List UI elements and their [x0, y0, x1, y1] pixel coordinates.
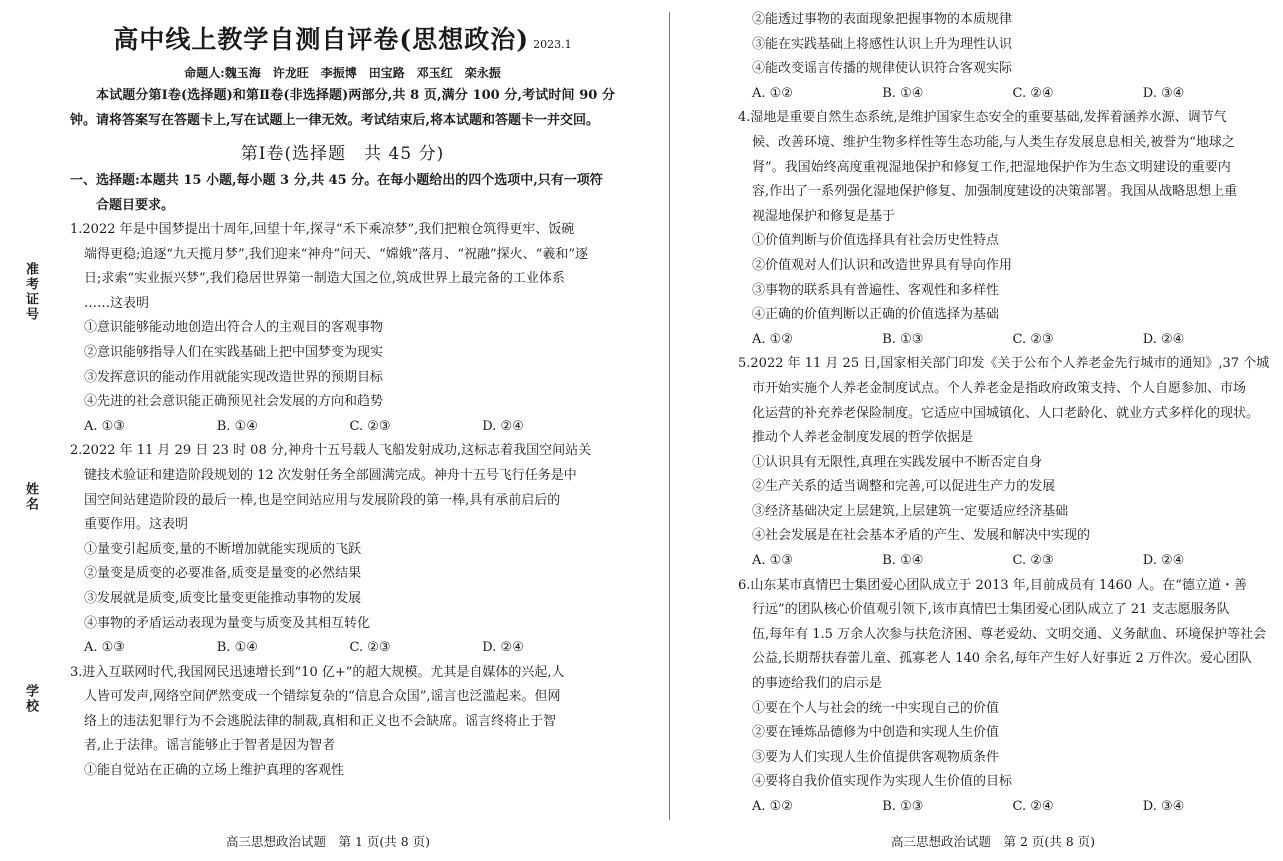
question-stem-cont: 伍,每年有 1.5 万余人次参与扶危济困、尊老爱幼、文明交通、义务献血、环境保护等社会	[752, 626, 1267, 642]
name-label: 姓名	[23, 482, 38, 512]
exam-number-label: 准考证号	[23, 262, 38, 322]
section-title: 第Ⅰ卷(选择题 共 45 分)	[240, 144, 445, 164]
option-line: ①认识具有无限性,真理在实践发展中不断否定自身	[752, 454, 1043, 470]
exam-year: 2023.1	[533, 38, 572, 51]
option-line: ②量变是质变的必要准备,质变是量变的必然结果	[84, 566, 362, 582]
title-text: 高中线上教学自测自评卷(思想政治)	[113, 25, 530, 54]
left-content	[70, 22, 615, 784]
option-line: ①量变引起质变,量的不断增加就能实现质的飞跃	[84, 541, 362, 557]
question-block	[70, 439, 615, 660]
answer-choice: B. ①④	[882, 85, 924, 101]
question-stem-cont: 容,作出了一系列强化湿地保护修复、加强制度建设的决策部署。我国从战略思想上重	[752, 184, 1238, 200]
answer-choice: A. ①③	[84, 418, 125, 434]
answer-choice: B. ①④	[882, 553, 924, 569]
answer-choice: B. ①④	[216, 640, 258, 656]
left-page	[0, 0, 640, 861]
answer-choice: A. ①②	[752, 85, 793, 101]
right-question-list	[738, 106, 1273, 819]
answer-choices	[738, 328, 1273, 353]
option-line: ①意识能够能动地创造出符合人的主观目的客观事物	[84, 320, 384, 336]
question-stem-cont: 视湿地保护和修复是基于	[752, 208, 896, 224]
question-stem: 2.2022 年 11 月 29 日 23 时 08 分,神舟十五号载人飞船发射成功,这标志着我国空间站关	[70, 443, 592, 459]
option-line: ④社会发展是在社会基本矛盾的产生、发展和解决中实现的	[752, 528, 1091, 544]
question-stem-cont: 人皆可发声,网络空间俨然变成一个错综复杂的“信息合众国”,谣言也泛滥起来。但网	[84, 689, 561, 705]
option-line: ④要将自我价值实现作为实现人生价值的目标	[752, 774, 1013, 790]
answer-choices	[738, 549, 1273, 574]
answer-choice: A. ①②	[752, 331, 793, 347]
option-line: ②价值观对人们认识和改造世界具有导向作用	[752, 257, 1013, 273]
section-intro: 一、选择题:本题共 15 小题,每小题 3 分,共 45 分。在每小题给出的四个选项中,只有一项符合题目要求。	[70, 173, 603, 213]
school-label: 学校	[23, 684, 38, 714]
question-stem-cont: 候、改善环境、维护生物多样性等生态功能,与人类生存发展息息相关,被誉为“地球之	[752, 134, 1235, 150]
answer-choices	[738, 82, 1273, 107]
answer-choice: B. ①③	[882, 331, 924, 347]
question-3-continued	[738, 8, 1273, 106]
answer-choice: A. ①②	[752, 799, 793, 814]
question-stem: 3.进入互联网时代,我国网民迅速增长到“10 亿+”的超大规模。尤其是自媒体的兴起,人	[70, 664, 565, 680]
question-stem-cont: 日;求索“实业振兴梦”,我们稳居世界第一制造大国之位,筑成世界上最完备的工业体系	[84, 271, 565, 287]
question-block	[738, 352, 1273, 573]
question-stem: 1.2022 年是中国梦提出十周年,回望十年,探寻“禾下乘凉梦”,我们把粮仓筑得更牢、饭碗	[70, 222, 575, 237]
answer-choice: D. ②④	[482, 640, 524, 656]
option-line: ①价值判断与价值选择具有社会历史性特点	[752, 233, 1000, 249]
answer-choice: C. ②③	[349, 418, 391, 434]
option-line: ④正确的价值判断以正确的价值选择为基础	[752, 307, 1000, 323]
answer-choice: D. ③④	[1142, 85, 1185, 101]
option-line: ④事物的矛盾运动表现为量变与质变及其相互转化	[84, 615, 371, 631]
option-line: ①能自觉站在正确的立场上维护真理的客观性	[84, 763, 345, 779]
question-stem-cont: 络上的违法犯罪行为不会逃脱法律的制裁,真相和正义也不会缺席。谣言终将止于智	[84, 713, 557, 729]
answer-choice: C. ②③	[1012, 331, 1054, 347]
authors-line: 命题人:魏玉海 许龙旺 李振博 田宝路 邓玉红 栾永振	[184, 66, 501, 80]
option-line: ①要在个人与社会的统一中实现自己的价值	[752, 700, 1000, 716]
right-content	[738, 8, 1273, 820]
exam-title	[70, 22, 615, 58]
right-page	[668, 0, 1283, 861]
page-footer-right: 高三思想政治试题 第 2 页(共 8 页)	[891, 834, 1096, 849]
answer-choice: C. ②④	[1012, 85, 1054, 101]
option-line: ③经济基础决定上层建筑,上层建筑一定要适应经济基础	[752, 503, 1069, 519]
answer-choice: C. ②④	[1012, 799, 1054, 814]
question-stem-cont: 国空间站建造阶段的最后一棒,也是空间站应用与发展阶段的第一棒,具有承前启后的	[84, 492, 561, 508]
instructions: 本试题分第Ⅰ卷(选择题)和第Ⅱ卷(非选择题)两部分,共 8 页,满分 100 分,考试时间 90 分钟。请将答案写在答题卡上,写在试题上一律无效。考试结束后,将本试题和答题卡一并交回。	[70, 88, 615, 128]
answer-choice: C. ②③	[349, 640, 391, 656]
option-line: ③能在实践基础上将感性认识上升为理性认识	[752, 36, 1013, 52]
question-stem-cont: 的事迹给我们的启示是	[752, 676, 883, 692]
question-stem-cont: 键技术验证和建造阶段规划的 12 次发射任务全部圆满完成。神舟十五号飞行任务是中	[84, 467, 577, 483]
answer-choice: C. ②③	[1012, 553, 1054, 569]
option-line: ③发展就是质变,质变比量变更能推动事物的发展	[84, 590, 362, 606]
answer-choice: D. ②④	[1142, 553, 1185, 569]
answer-choice: D. ③④	[1142, 799, 1185, 814]
page-footer-left: 高三思想政治试题 第 1 页(共 8 页)	[226, 834, 431, 849]
left-question-list	[70, 218, 615, 784]
option-line: ③事物的联系具有普遍性、客观性和多样性	[752, 282, 1000, 298]
question-block	[70, 218, 615, 439]
question-stem-cont: 行远”的团队核心价值观引领下,该市真情巴士集团爱心团队成立了 21 支志愿服务队	[752, 602, 1230, 618]
question-stem-cont: 肾”。我国始终高度重视湿地保护和修复工作,把湿地保护作为生态文明建设的重要内	[752, 159, 1231, 175]
question-block	[738, 574, 1273, 820]
question-stem-cont: 化运营的补充养老保险制度。它适应中国城镇化、人口老龄化、就业方式多样化的现状。	[752, 405, 1260, 421]
answer-choices	[70, 636, 615, 661]
question-stem: 5.2022 年 11 月 25 日,国家相关部门印发《关于公布个人养老金先行城市的通知》,37 个城	[738, 356, 1270, 372]
answer-choice: A. ①③	[752, 553, 793, 569]
option-line: ④能改变谣言传播的规律使认识符合客观实际	[752, 61, 1013, 77]
option-line: ②要在锤炼品德修为中创造和实现人生价值	[752, 725, 1000, 741]
option-line: ③发挥意识的能动作用就能实现改造世界的预期目标	[84, 369, 384, 385]
option-line: ③要为人们实现人生价值提供客观物质条件	[752, 749, 1000, 765]
question-block	[738, 106, 1273, 352]
question-stem-cont: 端得更稳;追逐“九天揽月梦”,我们迎来“神舟”问天、“嫦娥”落月、“祝融”探火、“羲和”逐	[84, 246, 588, 262]
question-stem-cont: 公益,长期帮扶春蕾儿童、孤寡老人 140 余名,每年产生好人好事近 2 万件次。爱心团队	[752, 651, 1252, 667]
answer-choice: B. ①③	[882, 799, 924, 814]
answer-choice: D. ②④	[1142, 331, 1185, 347]
answer-choices	[738, 795, 1273, 820]
question-stem-cont: 重要作用。这表明	[84, 517, 189, 533]
question-stem-cont: 者,止于法律。谣言能够止于智者是因为智者	[84, 738, 336, 754]
option-line: ②生产关系的适当调整和完善,可以促进生产力的发展	[752, 479, 1056, 495]
question-stem: 4.湿地是重要自然生态系统,是维护国家生态安全的重要基础,发挥着涵养水源、调节气	[738, 110, 1227, 126]
question-stem-cont: 市开始实施个人养老金制度试点。个人养老金是指政府政策支持、个人自愿参加、市场	[752, 380, 1247, 396]
option-line: ②能透过事物的表面现象把握事物的本质规律	[752, 12, 1013, 27]
answer-choice: B. ①④	[216, 418, 258, 434]
option-line: ④先进的社会意识能正确预见社会发展的方向和趋势	[84, 394, 384, 410]
answer-choice: D. ②④	[482, 418, 524, 434]
question-stem-cont: 推动个人养老金制度发展的哲学依据是	[752, 430, 974, 446]
question-stem: 6.山东某市真情巴士集团爱心团队成立于 2013 年,目前成员有 1460 人。在“德立道・善	[738, 577, 1247, 593]
question-stem-cont: ……这表明	[84, 295, 150, 311]
answer-choices	[70, 415, 615, 440]
answer-choice: A. ①③	[84, 640, 125, 656]
option-line: ②意识能够指导人们在实践基础上把中国梦变为现实	[84, 344, 384, 360]
question-block	[70, 661, 615, 784]
